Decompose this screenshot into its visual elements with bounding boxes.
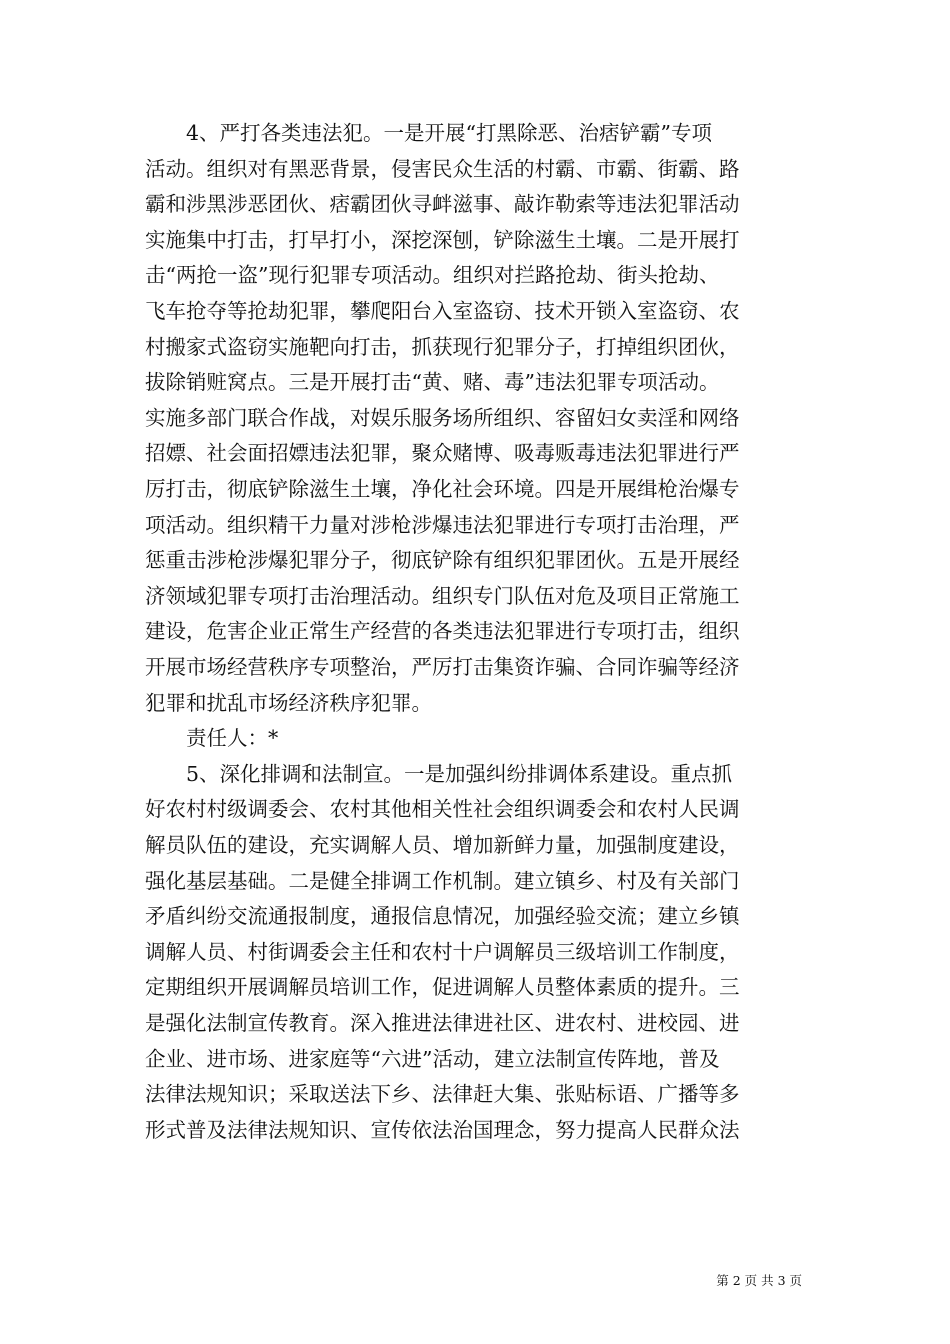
text-line: 招嫖、社会面招嫖违法犯罪，聚众赌博、吸毒贩毒违法犯罪进行严 bbox=[145, 441, 740, 465]
text-line: 村搬家式盗窃实施靶向打击，抓获现行犯罪分子，打掉组织团伙， bbox=[145, 335, 740, 359]
text-line: 定期组织开展调解员培训工作，促进调解人员整体素质的提升。三 bbox=[145, 975, 740, 999]
page-footer: 第 2 页 共 3 页 bbox=[716, 1273, 802, 1288]
text-line: 形式普及法律法规知识、宣传依法治国理念，努力提高人民群众法 bbox=[145, 1118, 740, 1142]
text-line: 飞车抢夺等抢劫犯罪，攀爬阳台入室盗窃、技术开锁入室盗窃、农 bbox=[145, 299, 740, 323]
text-line: 解员队伍的建设，充实调解人员、增加新鲜力量，加强制度建设， bbox=[145, 833, 740, 857]
text-line: 项活动。组织精干力量对涉枪涉爆违法犯罪进行专项打击治理，严 bbox=[145, 513, 740, 537]
text-line: 法律法规知识；采取送法下乡、法律赶大集、张贴标语、广播等多 bbox=[145, 1082, 740, 1106]
text-line: 拔除销赃窝点。三是开展打击“黄、赌、毒”违法犯罪专项活动。 bbox=[145, 370, 720, 394]
text-line: 调解人员、村街调委会主任和农村十户调解员三级培训工作制度， bbox=[145, 940, 740, 964]
text-line: 霸和涉黑涉恶团伙、痞霸团伙寻衅滋事、敲诈勒索等违法犯罪活动 bbox=[145, 192, 740, 216]
text-line: 厉打击，彻底铲除滋生土壤，净化社会环境。四是开展缉枪治爆专 bbox=[145, 477, 740, 501]
text-line: 犯罪和扰乱市场经济秩序犯罪。 bbox=[145, 691, 432, 715]
text-line: 5、深化排调和法制宣。一是加强纠纷排调体系建设。重点抓 bbox=[145, 762, 733, 786]
text-line: 企业、进市场、进家庭等“六进”活动，建立法制宣传阵地，普及 bbox=[145, 1047, 720, 1071]
text-line: 4、严打各类违法犯。一是开展“打黑除恶、治痞铲霸”专项 bbox=[145, 121, 713, 145]
text-line: 强化基层基础。二是健全排调工作机制。建立镇乡、村及有关部门 bbox=[145, 869, 740, 893]
text-line: 实施集中打击，打早打小，深挖深刨，铲除滋生土壤。二是开展打 bbox=[145, 228, 740, 252]
text-line: 实施多部门联合作战，对娱乐服务场所组织、容留妇女卖淫和网络 bbox=[145, 406, 740, 430]
text-line: 是强化法制宣传教育。深入推进法律进社区、进农村、进校园、进 bbox=[145, 1011, 740, 1035]
text-line: 矛盾纠纷交流通报制度，通报信息情况，加强经验交流；建立乡镇 bbox=[145, 904, 740, 928]
text-line: 济领域犯罪专项打击治理活动。组织专门队伍对危及项目正常施工 bbox=[145, 584, 740, 608]
text-line: 开展市场经营秩序专项整治，严厉打击集资诈骗、合同诈骗等经济 bbox=[145, 655, 740, 679]
text-line: 责任人：* bbox=[145, 726, 279, 750]
text-line: 活动。组织对有黑恶背景，侵害民众生活的村霸、市霸、街霸、路 bbox=[145, 157, 740, 181]
text-line: 好农村村级调委会、农村其他相关性社会组织调委会和农村人民调 bbox=[145, 797, 740, 821]
text-line: 建设，危害企业正常生产经营的各类违法犯罪进行专项打击，组织 bbox=[145, 619, 740, 643]
text-line: 惩重击涉枪涉爆犯罪分子，彻底铲除有组织犯罪团伙。五是开展经 bbox=[145, 548, 740, 572]
text-line: 击“两抢一盗”现行犯罪专项活动。组织对拦路抢劫、街头抢劫、 bbox=[145, 263, 720, 287]
